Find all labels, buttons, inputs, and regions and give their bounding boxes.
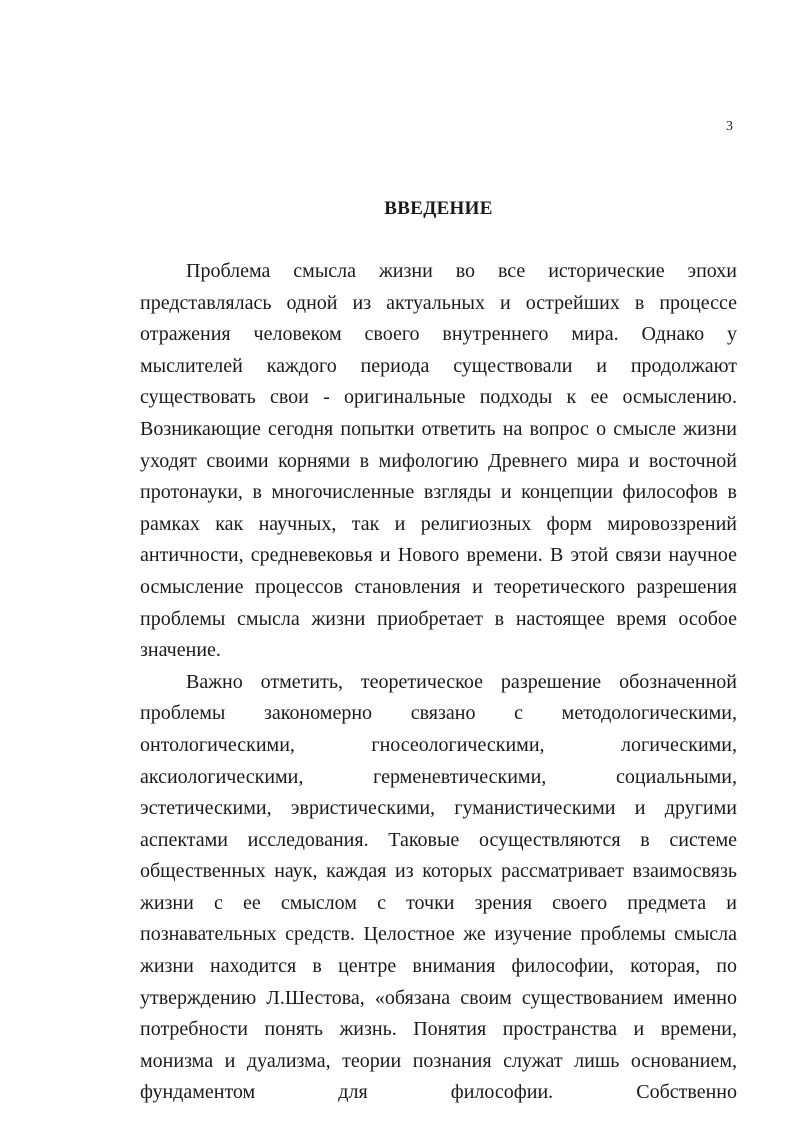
page-number: 3 bbox=[726, 119, 733, 134]
section-heading: ВВЕДЕНИЕ bbox=[384, 198, 493, 219]
paragraph: Проблема смысла жизни во все исторические эпохи представлялась одной из актуальных и острейших в процессе отражения человеком своего внутреннего мира. Однако у мыслителей каждого периода существовали и продолжают существовать свои - оригинальные подходы к ее осмыслению. Возникающие сегодня попытки ответить на вопрос о смысле жизни уходят своими корнями в мифологию Древнего мира и восточной протонауки, в многочисленные взгляды и концепции философов в рамках как научных, так и религиозных форм мировоззрений античности, средневековья и Нового времени. В этой связи научное осмысление процессов становления и теоретического разрешения проблемы смысла жизни приобретает в настоящее время особое значение. bbox=[140, 260, 737, 662]
paragraph: Важно отметить, теоретическое разрешение обозначенной проблемы закономерно связано с методологическими, онтологическими, гносеологическими, логическими, аксиологическими, герменевтическими, социальными, эстетическими, эвристическими, гуманистическими и другими аспектами исследования. Таковые осуществляются в системе общественных наук, каждая из которых рассматривает взаимосвязь жизни с ее смыслом с точки зрения своего предмета и познавательных средств. Целостное же изучение проблемы смысла жизни находится в центре внимания философии, которая, по утверждению Л.Шестова, «обязана своим существованием именно потребности понять жизнь. Понятия пространства и времени, монизма и дуализма, теории познания служат лишь основанием, фундаментом для философии. Собственно bbox=[140, 670, 737, 1104]
body-text bbox=[140, 256, 737, 1109]
